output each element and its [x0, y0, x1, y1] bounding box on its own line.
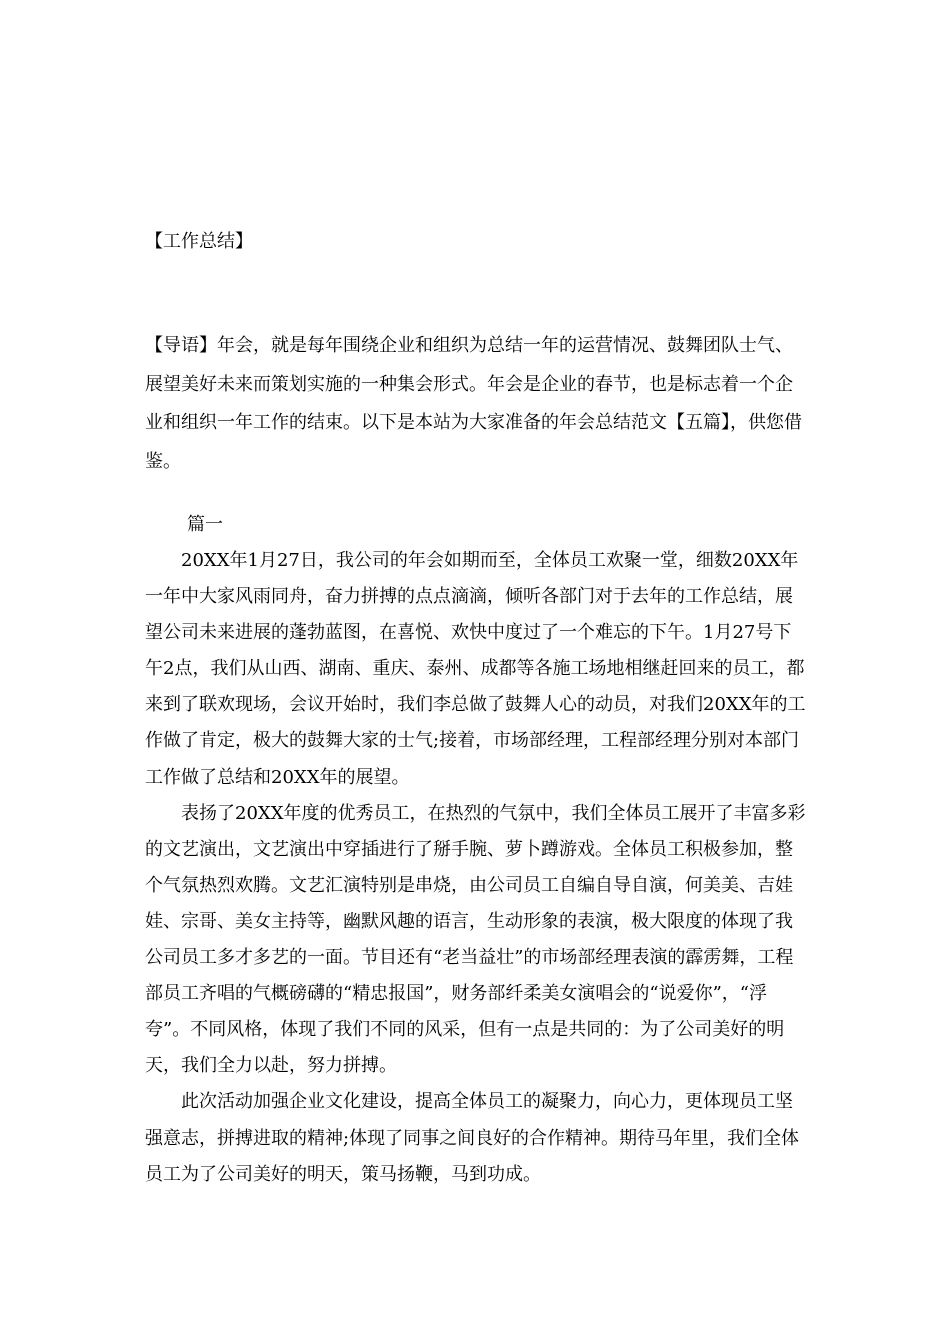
section-title: 篇一 — [187, 514, 223, 535]
body-paragraph: 表扬了20XX年度的优秀员工，在热烈的气氛中，我们全体员工展开了丰富多彩的文艺演出，文艺演出中穿插进行了掰手腕、萝卜蹲游戏。全体员工积极参加，整个气氛热烈欢腾。文艺汇演特别是串烧，由公司员工自编自导自演，何美美、吉娃娃、宗哥、美女主持等，幽默风趣的语言，生动形象的表演，极大限度的体现了我公司员工多才多艺的一面。节目还有“老当益壮”的市场部经理表演的霹雳舞，工程部员工齐唱的气概磅礴的“精忠报国”，财务部纤柔美女演唱会的“说爱你”，“浮夸”。不同风格，体现了我们不同的风采，但有一点是共同的：为了公司美好的明天，我们全力以赴，努力拼搏。 — [145, 802, 806, 1077]
category-label: 【工作总结】 — [145, 231, 253, 252]
body-paragraph: 20XX年1月27日，我公司的年会如期而至，全体员工欢聚一堂，细数20XX年一年中大家风雨同舟，奋力拼搏的点点滴滴，倾听各部门对于去年的工作总结，展望公司未来进展的蓬勃蓝图，在喜悦、欢快中度过了一个难忘的下午。1月27号下午2点，我们从山西、湖南、重庆、泰州、成都等各施工场地相继赶回来的员工，都来到了联欢现场，会议开始时，我们李总做了鼓舞人心的动员，对我们20XX年的工作做了肯定，极大的鼓舞大家的士气;接着，市场部经理，工程部经理分别对本部门工作做了总结和20XX年的展望。 — [145, 550, 806, 788]
body-paragraph: 此次活动加强企业文化建设，提高全体员工的凝聚力，向心力，更体现员工坚强意志，拼搏进取的精神;体现了同事之间良好的合作精神。期待马年里，我们全体员工为了公司美好的明天，策马扬鞭，马到功成。 — [145, 1091, 800, 1185]
section-one — [145, 507, 807, 1193]
intro-paragraph: 【导语】年会，就是每年围绕企业和组织为总结一年的运营情况、鼓舞团队士气、展望美好未来而策划实施的一种集会形式。年会是企业的春节，也是标志着一个企业和组织一年工作的结束。以下是本站为大家准备的年会总结范文【五篇】，供您借鉴。 — [145, 335, 802, 472]
